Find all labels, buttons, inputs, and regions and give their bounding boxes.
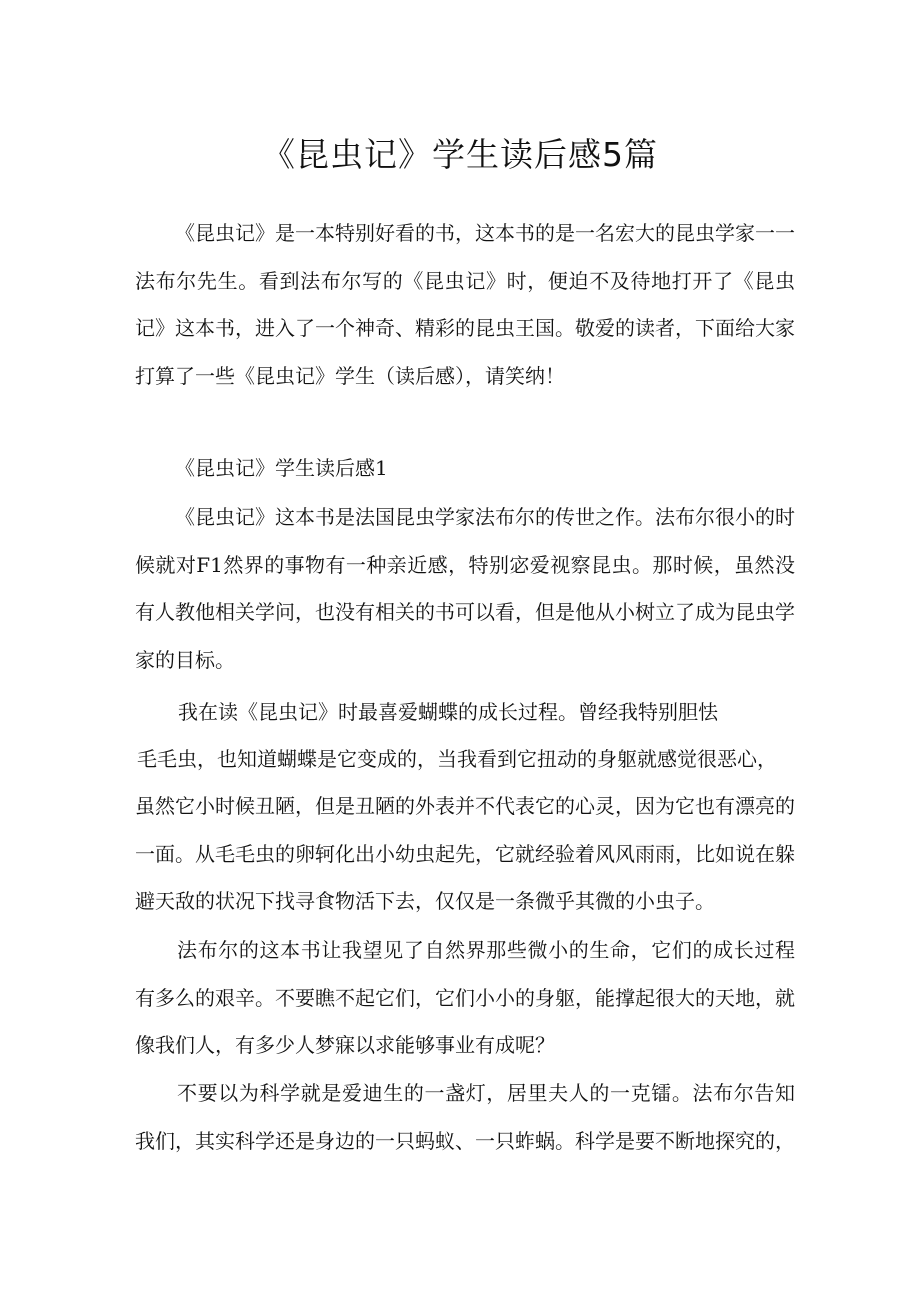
document-title: 《昆虫记》学生读后感5篇 [262,135,658,174]
intro-paragraph: 《昆虫记》是一本特别好看的书，这本书的是一名宏大的昆虫学家一一法布尔先生。看到法布尔写的《昆虫记》时，便迫不及待地打开了《昆虫记》这本书，进入了一个神奇、精彩的昆虫王国。敬爱的读者，下面给大家打算了一些《昆虫记》学生（读后感），请笑纳！ [135,221,795,388]
body-paragraph-3: 法布尔的这本书让我望见了自然界那些微小的生命，它们的成长过程有多么的艰辛。不要瞧不起它们，它们小小的身躯，能撑起很大的天地，就像我们人，有多少人梦寐以求能够事业有成呢？ [135,938,795,1057]
body-paragraph-1: 《昆虫记》这本书是法国昆虫学家法布尔的传世之作。法布尔很小的时候就对F1然界的事物有一种亲近感，特别宓爱视察昆虫。那时候，虽然没有人教他相关学问，也没有相关的书可以看，但是他从小树立了成为昆虫学家的目标。 [135,505,795,672]
section-heading: 《昆虫记》学生读后感1 [175,456,388,480]
body-paragraph-2-line-1: 我在读《昆虫记》时最喜爱蝴蝶的成长过程。曾经我特别胆怯 [178,700,718,724]
body-paragraph-2-rest: 虽然它小时候丑陋，但是丑陋的外表并不代表它的心灵，因为它也有漂亮的一面。从毛毛虫的卵轲化出小幼虫起先，它就经验着风风雨雨，比如说在躲避天敌的状况下找寻食物活下去，仅仅是一条微乎其微的小虫子。 [135,794,795,913]
body-paragraph-2-line-2: 毛毛虫，也知道蝴蝶是它变成的，当我看到它扭动的身躯就感觉很恶心， [137,747,777,771]
body-paragraph-4: 不要以为科学就是爱迪生的一盏灯，居里夫人的一克镭。法布尔告知我们，其实科学还是身边的一只蚂蚁、一只蚱蜗。科学是要不断地探究的， [135,1081,795,1153]
